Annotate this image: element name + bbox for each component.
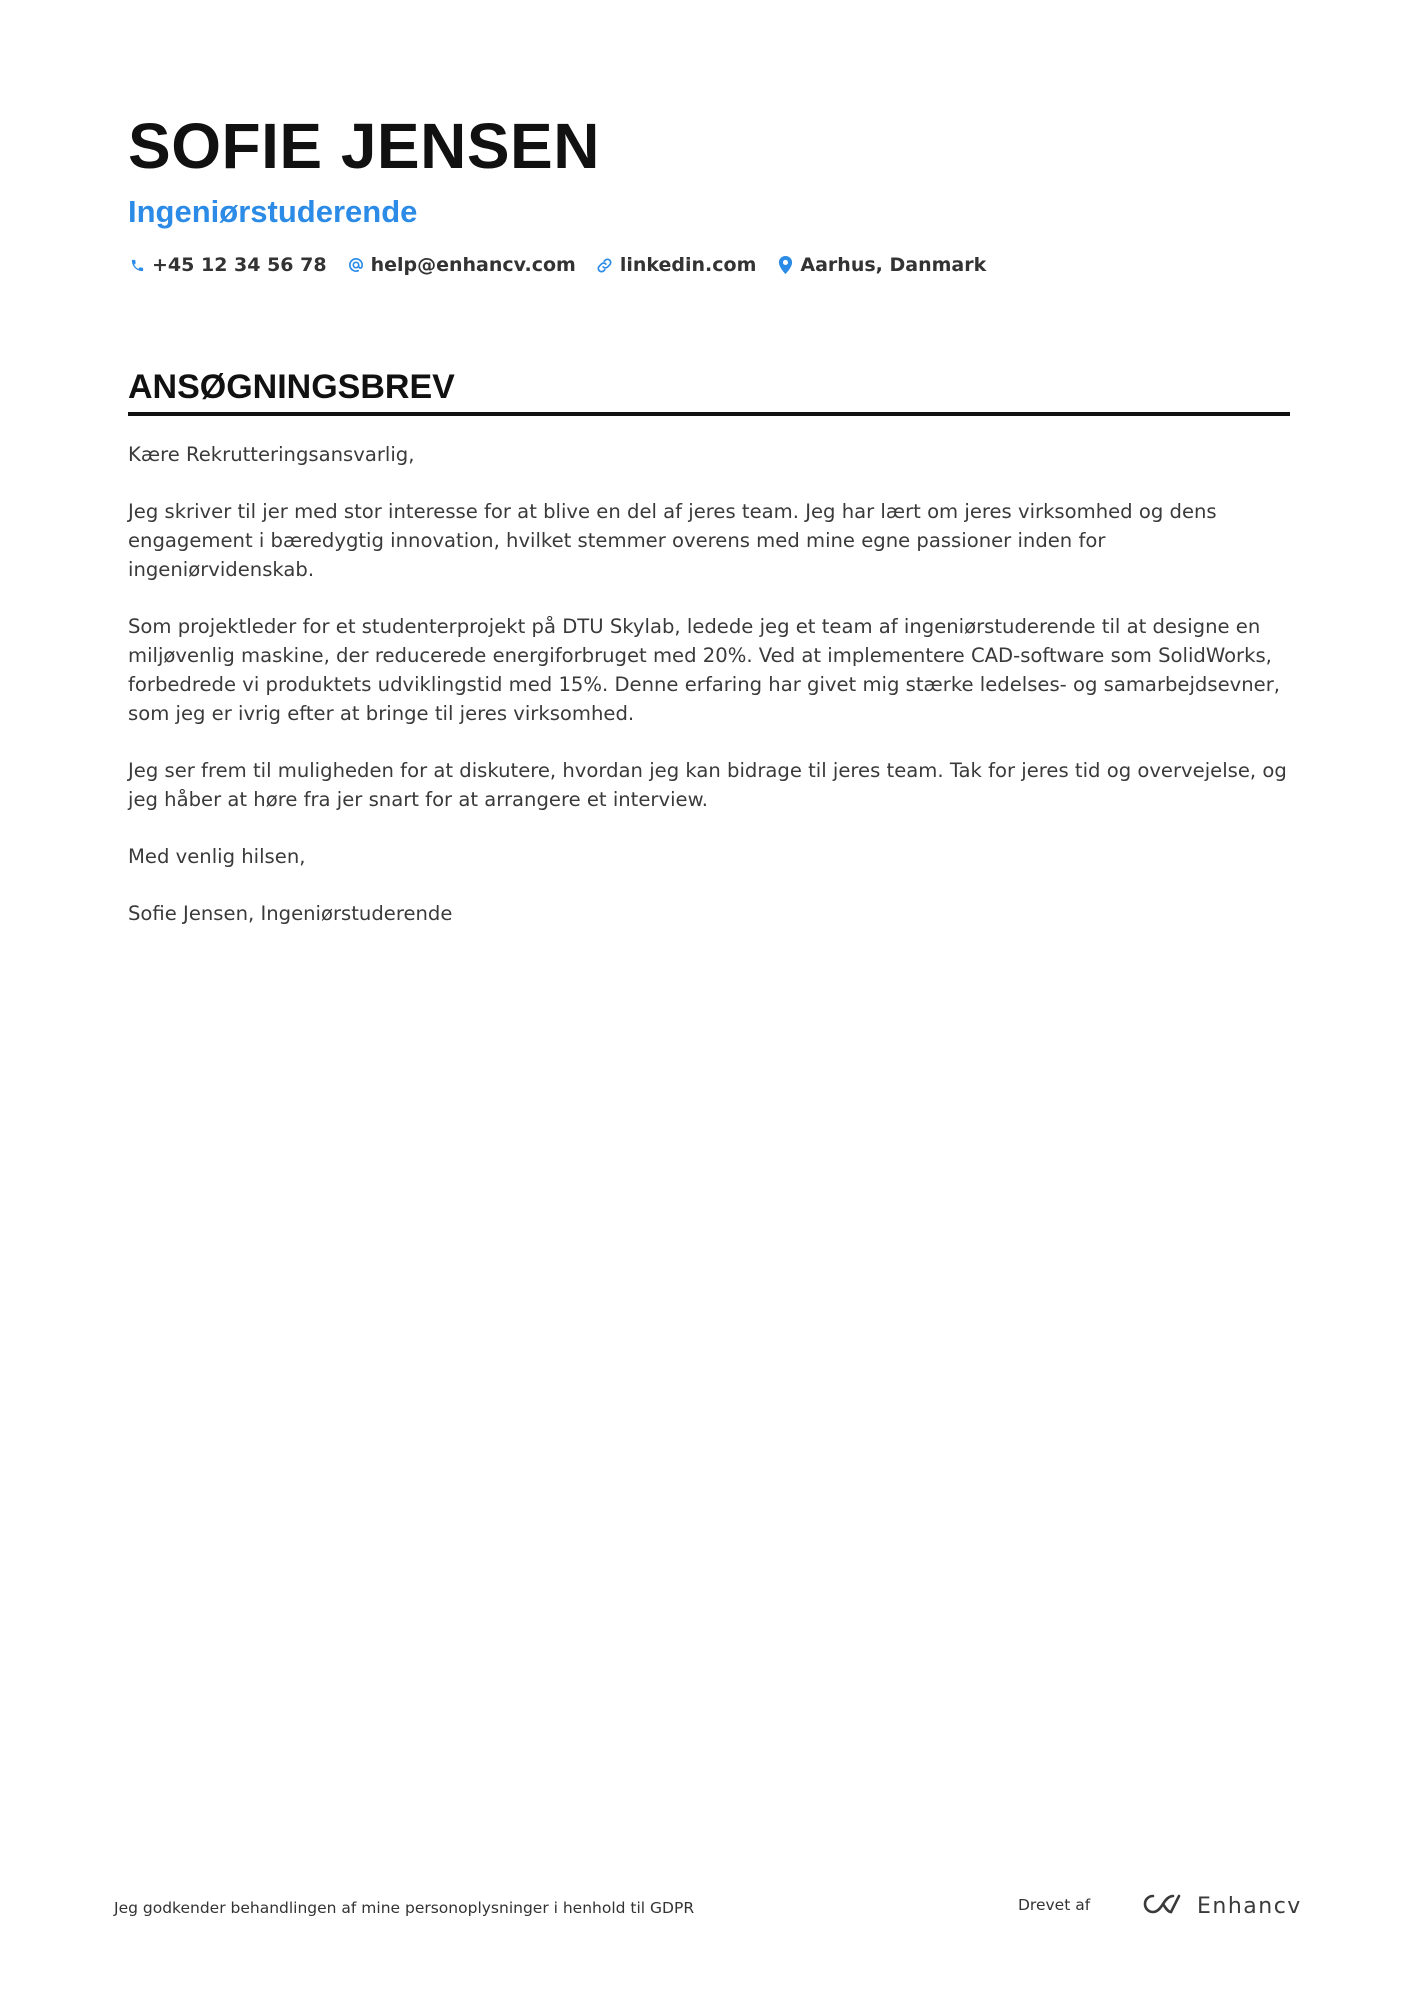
letter-body: [128, 440, 1293, 956]
gdpr-consent-text: Jeg godkender behandlingen af mine personoplysninger i henhold til GDPR: [114, 1899, 695, 1917]
closing: Med venlig hilsen,: [128, 845, 306, 868]
powered-by-label: Drevet af: [1018, 1896, 1091, 1914]
contact-phone: [128, 254, 327, 276]
contact-location: [776, 254, 986, 276]
page-footer: [114, 1890, 1302, 1930]
email-address: help@enhancv.com: [370, 254, 576, 276]
location-pin-icon: [776, 256, 794, 274]
link-icon: [596, 256, 614, 274]
enhancv-brand-link[interactable]: [1139, 1890, 1302, 1922]
enhancv-logo-icon: [1139, 1890, 1187, 1922]
letter-paragraph: Som projektleder for et studenterprojekt på DTU Skylab, ledede jeg et team af ingeniørstuderende til at designe en miljøvenlig maskine, der reducerede energiforbruget med 20%. Ved at implementere CAD-software som SolidWorks, forbedrede vi produktets udviklingstid med 15%. Denne erfaring har givet mig stærke ledelses- og samarbejdsevner, som jeg er ivrig efter at bringe til jeres virksomhed.: [128, 615, 1280, 725]
resume-header: [128, 108, 1288, 276]
linkedin-url: linkedin.com: [619, 254, 757, 276]
candidate-role: Ingeniørstuderende: [128, 194, 418, 229]
signature: Sofie Jensen, Ingeniørstuderende: [128, 902, 453, 925]
salutation: Kære Rekrutteringsansvarlig,: [128, 443, 415, 466]
enhancv-brand-name: Enhancv: [1197, 1893, 1302, 1919]
candidate-name: SOFIE JENSEN: [128, 110, 600, 182]
at-icon: [347, 256, 365, 274]
section-header: [128, 366, 1290, 416]
letter-paragraph: Jeg ser frem til muligheden for at diskutere, hvordan jeg kan bidrage til jeres team. Tak for jeres tid og overvejelse, og jeg håber at høre fra jer snart for at arrangere et interview.: [128, 759, 1287, 811]
contact-email[interactable]: [347, 254, 576, 276]
contact-linkedin[interactable]: [596, 254, 757, 276]
phone-icon: [128, 256, 146, 274]
phone-number: +45 12 34 56 78: [152, 254, 327, 276]
section-title: ANSØGNINGSBREV: [128, 366, 1290, 416]
location-text: Aarhus, Danmark: [800, 254, 987, 276]
contact-info: [128, 254, 1288, 276]
letter-paragraph: Jeg skriver til jer med stor interesse for at blive en del af jeres team. Jeg har lært om jeres virksomhed og dens engagement i bæredygtig innovation, hvilket stemmer overens med mine egne passioner inden for ingeniørvidenskab.: [128, 500, 1217, 581]
